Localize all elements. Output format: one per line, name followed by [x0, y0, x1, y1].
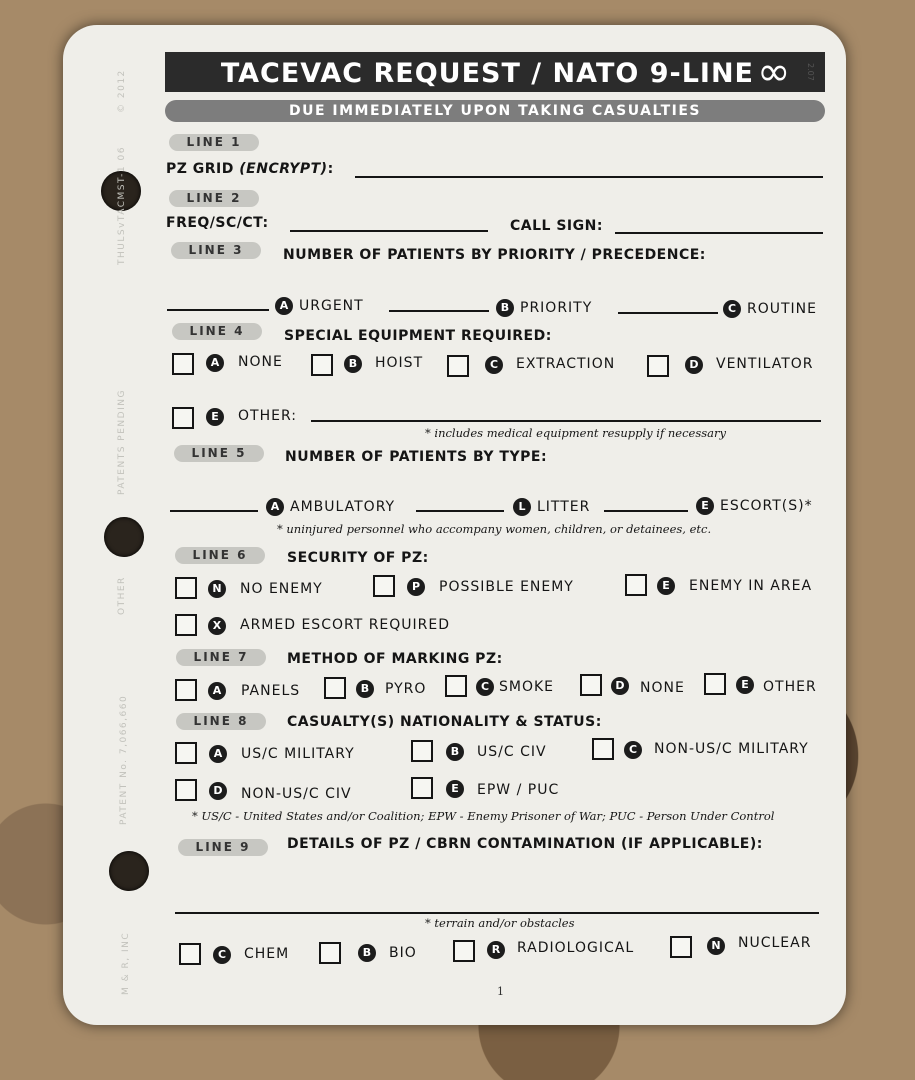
call-sign-field[interactable] [615, 232, 823, 234]
pz-grid-label: PZ GRID (ENCRYPT): [166, 161, 334, 177]
option-letter-badge: A [208, 682, 226, 700]
line-7-tag: LINE 7 [176, 649, 266, 666]
line-9-tag: LINE 9 [178, 839, 268, 856]
litter-label: LITTER [537, 499, 591, 515]
checkbox[interactable] [411, 777, 433, 799]
priority-field[interactable] [389, 310, 489, 312]
line-9-title: DETAILS OF PZ / CBRN CONTAMINATION (IF APPLICABLE): [287, 836, 763, 852]
line-5-title: NUMBER OF PATIENTS BY TYPE: [285, 449, 548, 465]
checkbox[interactable] [175, 577, 197, 599]
other-text: OTHER [117, 576, 127, 615]
freq-field[interactable] [290, 230, 488, 232]
checkbox[interactable] [704, 673, 726, 695]
line-3-tag: LINE 3 [171, 242, 261, 259]
call-sign-label: CALL SIGN: [510, 218, 603, 234]
option-letter-badge: B [356, 680, 374, 698]
hoist-label: HOIST [375, 355, 424, 371]
form-title: TACEVAC REQUEST / NATO 9-LINE [220, 58, 754, 89]
other-label: OTHER: [238, 408, 297, 424]
option-letter-badge: E [446, 780, 464, 798]
panels-label: PANELS [241, 683, 301, 699]
no-enemy-label: NO ENEMY [240, 581, 323, 597]
checkbox[interactable] [411, 740, 433, 762]
other-marking-label: OTHER [763, 679, 817, 695]
checkbox[interactable] [592, 738, 614, 760]
copyright-text: © 2012 [117, 69, 127, 113]
binder-hole [109, 851, 149, 891]
option-letter-badge: R [487, 941, 505, 959]
patents-pending-text: PATENTS PENDING [117, 389, 127, 495]
checkbox[interactable] [175, 614, 197, 636]
line-9-note: * terrain and/or obstacles [425, 916, 575, 930]
line-8-tag: LINE 8 [176, 713, 266, 730]
form-subtitle: DUE IMMEDIATELY UPON TAKING CASUALTIES [288, 103, 702, 119]
binder-hole [104, 517, 144, 557]
us-civ-label: US/C CIV [477, 744, 547, 760]
checkbox[interactable] [172, 407, 194, 429]
line-4-note: * includes medical equipment resupply if necessary [425, 426, 726, 440]
version-label: 2.07 [806, 63, 815, 81]
checkbox[interactable] [580, 674, 602, 696]
checkbox[interactable] [175, 742, 197, 764]
priority-label: PRIORITY [520, 300, 593, 316]
option-letter-badge: A [209, 745, 227, 763]
line-6-title: SECURITY OF PZ: [287, 550, 429, 566]
line-4-tag: LINE 4 [172, 323, 262, 340]
urgent-label: URGENT [299, 298, 364, 314]
option-letter-badge: C [476, 678, 494, 696]
checkbox[interactable] [179, 943, 201, 965]
radiological-label: RADIOLOGICAL [517, 940, 635, 956]
other-equipment-field[interactable] [311, 420, 821, 422]
line-8-title: CASUALTY(S) NATIONALITY & STATUS: [287, 714, 602, 730]
checkbox[interactable] [453, 940, 475, 962]
option-letter-badge: N [707, 937, 725, 955]
checkbox[interactable] [447, 355, 469, 377]
option-letter-badge: E [657, 577, 675, 595]
epw-puc-label: EPW / PUC [477, 782, 560, 798]
bio-label: BIO [389, 945, 417, 961]
option-letter-badge: A [275, 297, 293, 315]
option-letter-badge: D [611, 677, 629, 695]
urgent-field[interactable] [167, 309, 269, 311]
option-letter-badge: B [344, 355, 362, 373]
line-1-tag: LINE 1 [169, 134, 259, 151]
checkbox[interactable] [172, 353, 194, 375]
pz-details-field[interactable] [175, 912, 819, 914]
option-letter-badge: B [446, 743, 464, 761]
option-letter-badge: E [696, 497, 714, 515]
option-letter-badge: C [485, 356, 503, 374]
non-us-civ-label: NON-US/C CIV [241, 786, 352, 802]
patent-number-text: PATENT No. 7,066,660 [119, 694, 129, 825]
option-letter-badge: C [723, 300, 741, 318]
option-letter-badge: B [496, 299, 514, 317]
line-5-tag: LINE 5 [174, 445, 264, 462]
form-card [63, 25, 846, 1025]
checkbox[interactable] [647, 355, 669, 377]
armed-escort-label: ARMED ESCORT REQUIRED [240, 617, 451, 633]
checkbox[interactable] [175, 679, 197, 701]
form-code-text: THULSvTACMST-1 06 [117, 146, 127, 265]
possible-enemy-label: POSSIBLE ENEMY [439, 579, 574, 595]
option-letter-badge: B [358, 944, 376, 962]
option-letter-badge: P [407, 578, 425, 596]
line-5-note: * uninjured personnel who accompany women, children, or detainees, etc. [277, 522, 712, 536]
routine-label: ROUTINE [747, 301, 817, 317]
checkbox[interactable] [373, 575, 395, 597]
option-letter-badge: N [208, 580, 226, 598]
option-letter-badge: E [736, 676, 754, 694]
page-number: 1 [497, 985, 504, 998]
checkbox[interactable] [670, 936, 692, 958]
company-text: M & R, INC [121, 931, 131, 995]
option-letter-badge: X [208, 617, 226, 635]
checkbox[interactable] [311, 354, 333, 376]
checkbox[interactable] [319, 942, 341, 964]
checkbox[interactable] [625, 574, 647, 596]
option-letter-badge: E [206, 408, 224, 426]
litter-field[interactable] [416, 510, 504, 512]
none-marking-label: NONE [640, 680, 685, 696]
extraction-label: EXTRACTION [516, 356, 616, 372]
option-letter-badge: D [209, 782, 227, 800]
freq-label: FREQ/SC/CT: [166, 215, 269, 231]
option-letter-badge: D [685, 356, 703, 374]
checkbox[interactable] [324, 677, 346, 699]
line-7-title: METHOD OF MARKING PZ: [287, 651, 503, 667]
option-letter-badge: A [266, 498, 284, 516]
chem-label: CHEM [244, 946, 290, 962]
non-us-military-label: NON-US/C MILITARY [654, 741, 809, 757]
line-6-tag: LINE 6 [175, 547, 265, 564]
line-4-title: SPECIAL EQUIPMENT REQUIRED: [284, 328, 552, 344]
routine-field[interactable] [618, 312, 718, 314]
option-letter-badge: L [513, 498, 531, 516]
line-3-title: NUMBER OF PATIENTS BY PRIORITY / PRECEDENCE: [283, 247, 706, 263]
escorts-field[interactable] [604, 510, 688, 512]
infinity-logo-icon: ∞ [757, 49, 791, 95]
line-2-tag: LINE 2 [169, 190, 259, 207]
enemy-in-area-label: ENEMY IN AREA [689, 578, 813, 594]
checkbox[interactable] [175, 779, 197, 801]
pz-grid-field[interactable] [355, 176, 823, 178]
nuclear-label: NUCLEAR [738, 935, 812, 951]
ambulatory-label: AMBULATORY [290, 499, 396, 515]
pyro-label: PYRO [385, 681, 427, 697]
ventilator-label: VENTILATOR [716, 356, 814, 372]
checkbox[interactable] [445, 675, 467, 697]
option-letter-badge: C [213, 946, 231, 964]
option-letter-badge: A [206, 354, 224, 372]
us-military-label: US/C MILITARY [241, 746, 355, 762]
ambulatory-field[interactable] [170, 510, 258, 512]
none-label: NONE [238, 354, 283, 370]
smoke-label: SMOKE [499, 679, 555, 695]
line-8-note: * US/C - United States and/or Coalition; EPW - Enemy Prisoner of War; PUC - Person Under Control [192, 809, 775, 823]
option-letter-badge: C [624, 741, 642, 759]
escorts-label: ESCORT(S)* [720, 498, 813, 514]
